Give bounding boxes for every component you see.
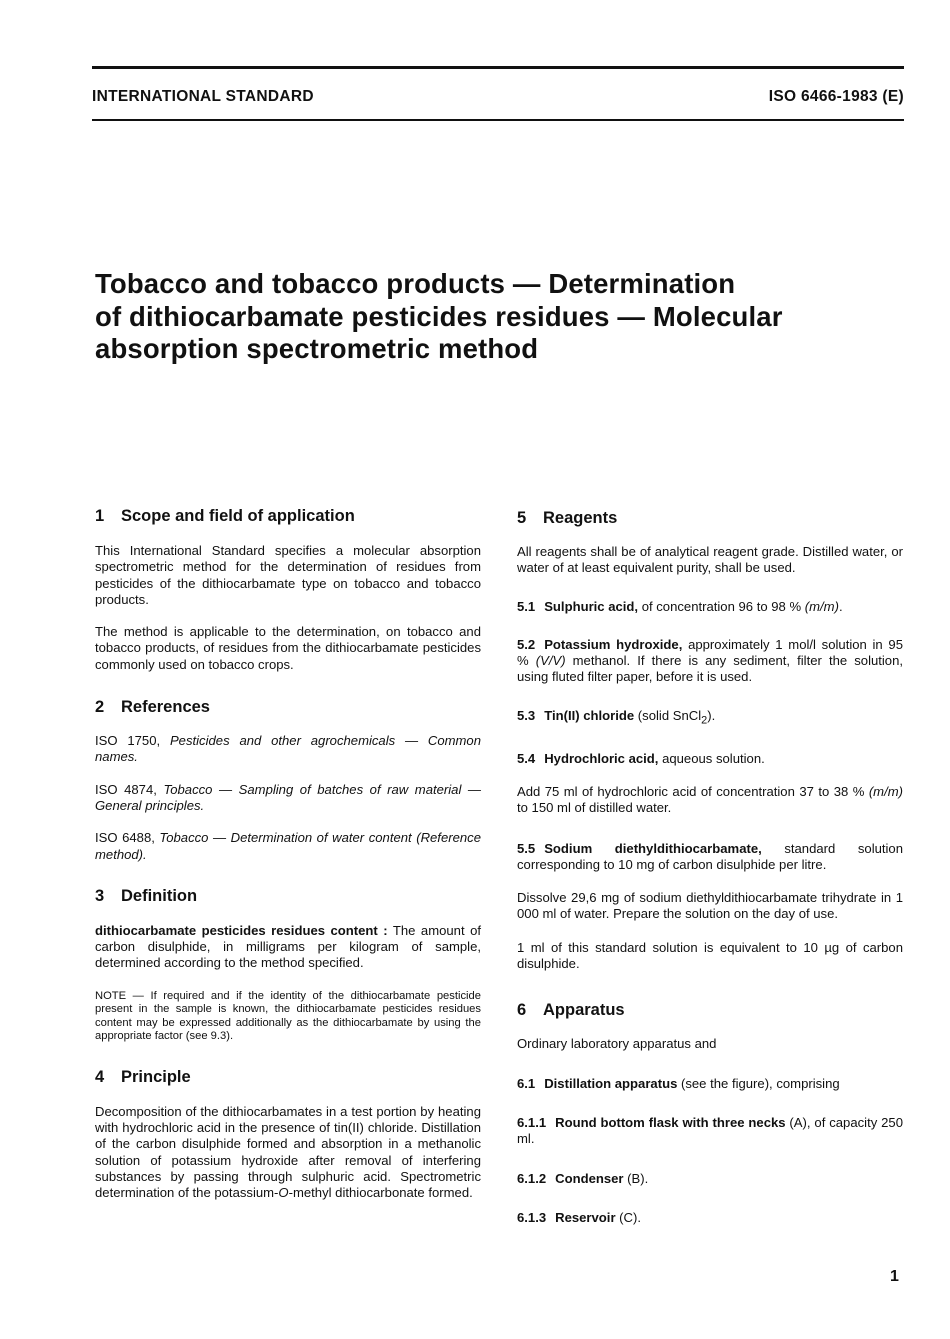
right-column <box>517 508 903 1226</box>
definition-note: NOTE — If required and if the identity of the dithiocarbamate pesticide present in the sample is known, the dithiocarbamate pesticides residues content may be expressed additionally as the dithiocarbamate by using the appropriate factor (see 9.3). <box>95 989 481 1043</box>
reagent-5-5: 5.5 Sodium diethyldithiocarbamate, standard solution corresponding to 10 mg of carbon disulphide per litre. <box>517 840 903 872</box>
reagent-5-4: 5.4 Hydrochloric acid, aqueous solution. <box>517 750 765 766</box>
reagent-5-5-equivalence: 1 ml of this standard solution is equivalent to 10 µg of carbon disulphide. <box>517 939 903 972</box>
reference-item: ISO 1750, Pesticides and other agrochemicals — Common names. <box>95 733 481 765</box>
reagent-5-5-prep: Dissolve 29,6 mg of sodium diethyldithiocarbamate trihydrate in 1 000 ml of water. Prepare the solution on the day of use. <box>517 890 903 922</box>
apparatus-6-1: 6.1 Distillation apparatus (see the figure), comprising <box>517 1075 840 1091</box>
apparatus-6-1-3: 6.1.3 Reservoir (C). <box>517 1209 641 1225</box>
section-heading-definition: 3 Definition <box>95 886 198 905</box>
apparatus-6-1-1: 6.1.1 Round bottom flask with three necks (A), of capacity 250 ml. <box>517 1114 903 1147</box>
apparatus-6-1-2: 6.1.2 Condenser (B). <box>517 1170 649 1186</box>
reagent-5-1: 5.1 Sulphuric acid, of concentration 96 to 98 % (m/m). <box>517 598 843 614</box>
section-heading-apparatus: 6 Apparatus <box>517 1001 625 1020</box>
title-line: absorption spectrometric method <box>95 333 539 364</box>
left-column <box>95 506 481 1202</box>
title-line: Tobacco and tobacco products — Determination <box>95 268 736 299</box>
apparatus-intro: Ordinary laboratory apparatus and <box>517 1036 717 1052</box>
document-title <box>95 268 875 366</box>
reagent-5-4-prep: Add 75 ml of hydrochloric acid of concentration 37 to 38 % (m/m) to 150 ml of distilled water. <box>517 783 903 816</box>
reference-item: ISO 6488, Tobacco — Determination of water content (Reference method). <box>95 830 481 862</box>
reference-item: ISO 4874, Tobacco — Sampling of batches of raw material — General principles. <box>95 781 482 813</box>
section-heading-scope: 1 Scope and field of application <box>95 507 355 525</box>
principle-paragraph: Decomposition of the dithiocarbamates in a test portion by heating with hydrochloric acid in the presence of tin(II) chloride. Distillation of the carbon disulphide formed and absorption in a methanolic solution of potassium hydroxide after removal of interfering substances by passing through sulphuric acid. Spectrometric determination of the potassium-O-methyl dithiocarbonate formed. <box>95 1103 481 1201</box>
reagents-intro: All reagents shall be of analytical reagent grade. Distilled water, or water of at least equivalent purity, shall be used. <box>517 544 903 576</box>
section-heading-principle: 4 Principle <box>95 1067 191 1086</box>
header-standard-type: INTERNATIONAL STANDARD <box>92 88 314 105</box>
reagent-5-2: 5.2 Potassium hydroxide, approximately 1 mol/l solution in 95 % (V/V) methanol. If there is any sediment, filter the solution, using fluted filter paper, before it is used. <box>517 636 904 685</box>
definition-paragraph: dithiocarbamate pesticides residues content : The amount of carbon disulphide, in milligrams per kilogram of sample, determined according to the method specified. <box>95 922 481 971</box>
section-heading-reagents: 5 Reagents <box>517 509 618 527</box>
top-rule <box>92 66 904 69</box>
scope-paragraph: This International Standard specifies a molecular absorption spectrometric method for the determination of residues from pesticides of the dithiocarbamate type on tobacco and tobacco products. <box>95 543 481 607</box>
header-rule <box>92 119 904 121</box>
section-heading-references: 2 References <box>95 698 210 717</box>
scope-paragraph: The method is applicable to the determination, on tobacco and tobacco products, of residues from the dithiocarbamate pesticides commonly used on tobacco crops. <box>95 624 481 672</box>
title-line: of dithiocarbamate pesticides residues — Molecular <box>95 300 783 332</box>
page-number: 1 <box>890 1268 899 1285</box>
header-standard-number: ISO 6466-1983 (E) <box>768 88 904 105</box>
reagent-5-3: 5.3 Tin(II) chloride (solid SnCl$_2$). <box>517 707 716 727</box>
